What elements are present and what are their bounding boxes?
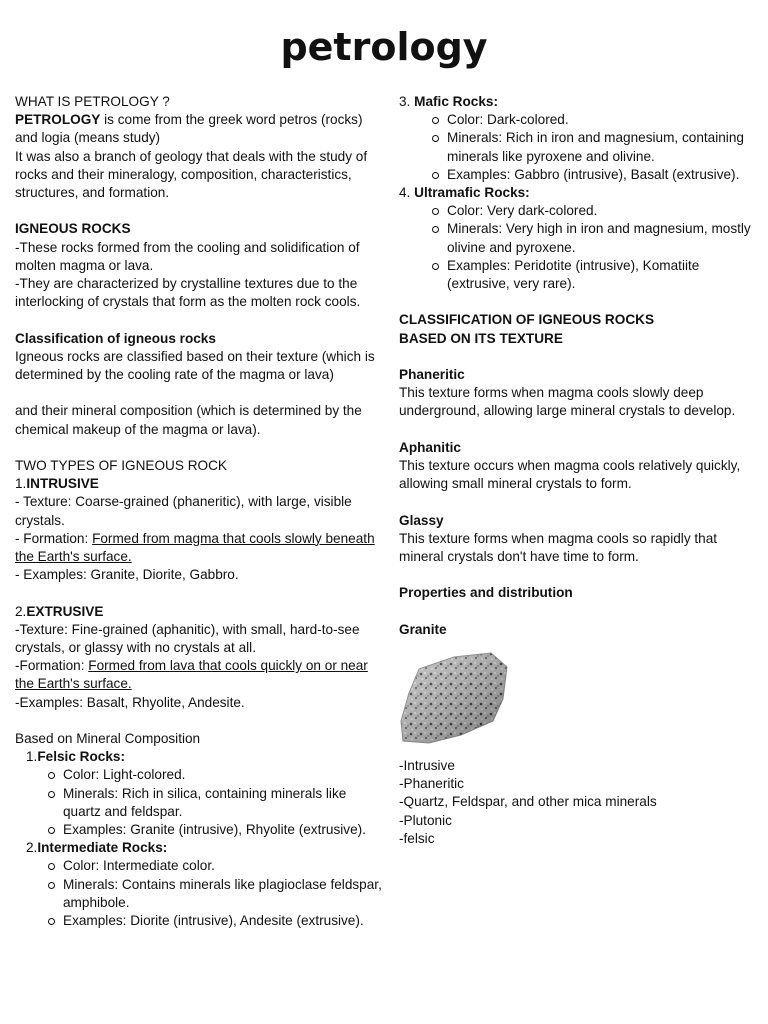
glassy-text: This texture forms when magma cools so rapidly that mineral crystals don't have time to form. <box>399 530 718 565</box>
igneous-heading: IGNEOUS ROCKS <box>15 221 131 237</box>
list-item: Examples: Gabbro (intrusive), Basalt (extrusive). <box>447 166 763 184</box>
felsic-number: 1. <box>26 749 38 765</box>
what-is-heading: WHAT IS PETROLOGY ? <box>15 94 170 109</box>
mafic-label: Mafic Rocks: <box>414 94 498 109</box>
texture-classification-heading-2: BASED ON ITS TEXTURE <box>399 330 563 346</box>
mafic-number: 3. <box>399 94 411 109</box>
mineral-composition-heading: Based on Mineral Composition <box>15 731 201 747</box>
ultramafic-label: Ultramafic Rocks: <box>414 185 530 201</box>
intrusive-label: INTRUSIVE <box>26 476 99 492</box>
list-item: Examples: Peridotite (intrusive), Komatiite (extrusive, very rare). <box>447 257 763 293</box>
petrology-definition-2: It was also a branch of geology that deals with the study of rocks and their mineralogy, composition, characteristics, structures, and formation. <box>15 148 368 201</box>
ultramafic-number: 4. <box>399 185 411 201</box>
list-item: Minerals: Rich in iron and magnesium, containing minerals like pyroxene and olivine. <box>447 129 763 165</box>
phaneritic-heading: Phaneritic <box>399 367 465 383</box>
list-item: Minerals: Contains minerals like plagioclase feldspar, amphibole. <box>63 876 387 912</box>
felsic-rocks-item <box>15 748 387 766</box>
granite-rock-image <box>399 651 511 751</box>
extrusive-number: 2. <box>15 603 27 619</box>
intrusive-examples: - Examples: Granite, Diorite, Gabbro. <box>15 567 239 583</box>
intrusive-texture: - Texture: Coarse-grained (phaneritic), with large, visible crystals. <box>15 494 352 528</box>
list-item: Color: Intermediate color. <box>63 857 387 875</box>
two-types-heading: TWO TYPES OF IGNEOUS ROCK <box>15 458 227 473</box>
list-item: Color: Dark-colored. <box>447 111 763 129</box>
list-item: Color: Very dark-colored. <box>447 202 763 220</box>
intrusive-number: 1. <box>15 476 27 492</box>
aphanitic-heading: Aphanitic <box>399 439 461 455</box>
list-item: Examples: Granite (intrusive), Rhyolite (extrusive). <box>63 821 387 839</box>
classification-paragraph-2: and their mineral composition (which is determined by the chemical makeup of the magma or lava). <box>15 403 362 437</box>
mafic-rocks-item <box>399 93 763 111</box>
granite-property: -Plutonic <box>399 812 452 828</box>
intrusive-formation-text: Formed from magma that cools slowly beneath the Earth's surface. <box>15 530 375 565</box>
list-item: Color: Light-colored. <box>63 766 387 784</box>
left-column <box>15 93 387 930</box>
classification-paragraph-1: Igneous rocks are classified based on their texture (which is determined by the cooling rate of the magma or lava) <box>15 348 375 383</box>
intermediate-list <box>15 857 387 930</box>
aphanitic-text: This texture occurs when magma cools relatively quickly, allowing small mineral crystals to form. <box>399 458 741 492</box>
right-column <box>399 93 763 848</box>
extrusive-examples: -Examples: Basalt, Rhyolite, Andesite. <box>15 694 245 710</box>
ultramafic-rocks-item <box>399 184 763 202</box>
igneous-paragraph-2: -They are characterized by crystalline textures due to the interlocking of crystals that form as the molten rock cools. <box>15 276 361 310</box>
page-title: petrology <box>280 25 488 69</box>
granite-heading: Granite <box>399 621 447 637</box>
list-item: Examples: Diorite (intrusive), Andesite (extrusive). <box>63 912 387 930</box>
mafic-list <box>399 111 763 184</box>
granite-property: -Phaneritic <box>399 776 464 792</box>
properties-heading: Properties and distribution <box>399 585 573 601</box>
extrusive-formation-text: Formed from lava that cools quickly on or near the Earth's surface. <box>15 658 368 692</box>
texture-classification-heading-1: CLASSIFICATION OF IGNEOUS ROCKS <box>399 312 655 328</box>
classification-heading: Classification of igneous rocks <box>15 330 216 346</box>
glassy-heading: Glassy <box>399 512 444 528</box>
list-item: Minerals: Rich in silica, containing minerals like quartz and feldspar. <box>63 785 387 821</box>
igneous-paragraph-1: -These rocks formed from the cooling and solidification of molten magma or lava. <box>15 239 360 273</box>
petrology-term: PETROLOGY <box>15 112 101 128</box>
intrusive-heading <box>15 475 387 493</box>
intermediate-label: Intermediate Rocks: <box>37 840 168 856</box>
list-item: Minerals: Very high in iron and magnesium, mostly olivine and pyroxene. <box>447 220 763 256</box>
intermediate-number: 2. <box>26 840 38 856</box>
felsic-label: Felsic Rocks: <box>37 749 125 765</box>
intrusive-formation-prefix: - Formation: <box>15 530 93 546</box>
extrusive-label: EXTRUSIVE <box>26 603 104 619</box>
extrusive-texture: -Texture: Fine-grained (aphanitic), with small, hard-to-see crystals, or glassy with no crystals at all. <box>15 621 360 656</box>
granite-property: -Quartz, Feldspar, and other mica minerals <box>399 794 657 810</box>
petrology-definition <box>15 111 387 147</box>
petrology-def-text: is come from the greek word petros (rocks) and logia (means study) <box>15 112 363 146</box>
felsic-list <box>15 766 387 839</box>
intermediate-rocks-item <box>15 839 387 857</box>
extrusive-formation <box>15 657 387 693</box>
granite-property: -Intrusive <box>399 758 455 773</box>
phaneritic-text: This texture forms when magma cools slowly deep underground, allowing large mineral crystals to develop. <box>399 385 736 419</box>
ultramafic-list <box>399 202 763 293</box>
granite-property: -felsic <box>399 830 435 846</box>
intrusive-formation <box>15 530 387 566</box>
extrusive-heading <box>15 603 387 621</box>
extrusive-formation-prefix: -Formation: <box>15 658 89 674</box>
